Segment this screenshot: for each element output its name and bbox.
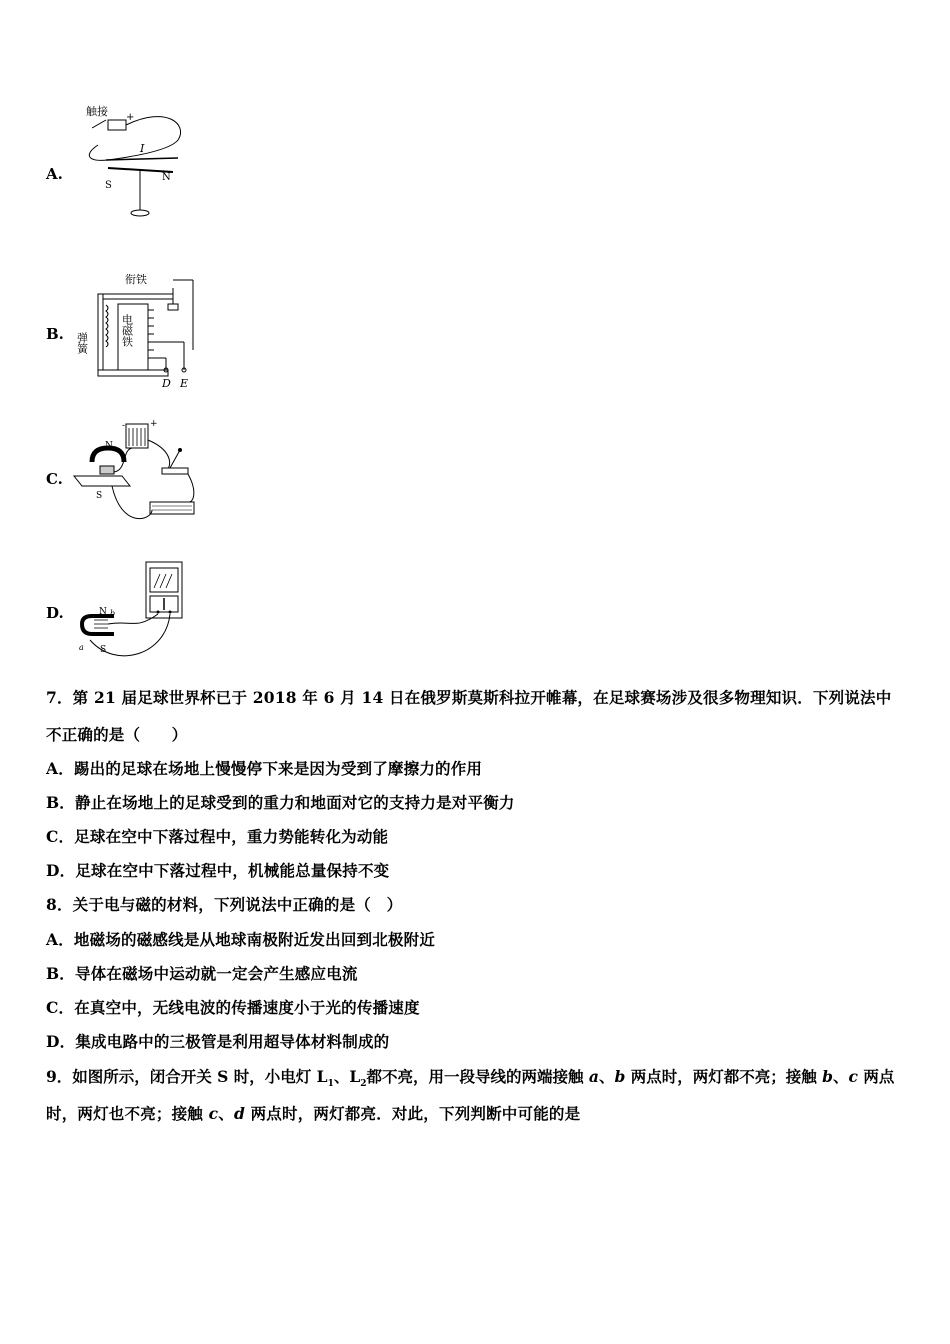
q9-text-3: 都不亮，用一段导线的两端接触 (366, 1067, 589, 1086)
q8-stem: 8．关于电与磁的材料，下列说法中正确的是（ ） (46, 895, 403, 914)
q9-text-6: 、 (832, 1067, 849, 1086)
figure-c-south-label: S (96, 491, 103, 501)
figure-b-d-label: D (162, 377, 171, 390)
figure-b-armature-label: 衔铁 (125, 273, 147, 286)
switch-icon (162, 468, 188, 474)
q9-text-10: 两点时，两灯都亮．对此，下列判断中可能的是 (245, 1104, 581, 1123)
q9-text-4: 、 (598, 1067, 615, 1086)
magnet-icon (82, 616, 114, 634)
q9-text-1: 9．如图所示，闭合开关 S 时，小电灯 L (46, 1067, 328, 1086)
figure-b-spring-label: 弹簧 (75, 332, 89, 354)
q9-text-5: 两点时，两灯都不亮；接触 (625, 1067, 823, 1086)
figure-c-plus-label: + (150, 419, 158, 429)
q9-sub-1: 1 (327, 1079, 334, 1090)
q7-option-c: C．足球在空中下落过程中，重力势能转化为动能 (46, 827, 389, 846)
option-c-label: C. (46, 470, 63, 488)
q7-option-a: A．踢出的足球在场地上慢慢停下来是因为受到了摩擦力的作用 (46, 759, 483, 778)
option-b-label: B. (46, 325, 64, 343)
figure-d-induction (76, 560, 196, 665)
figure-a-south-label: S (105, 180, 112, 191)
figure-b-electromagnet-label: 电磁铁 (120, 314, 134, 347)
figure-a-touch-label: 触接 (86, 105, 108, 118)
q7-stem-line1: 7．第 21 届足球世界杯已于 2018 年 6 月 14 日在俄罗斯莫斯科拉开帷幕，在足球赛场涉及很多物理知识．下列说法中 (46, 688, 892, 707)
stand-base-icon (131, 210, 149, 216)
q9-sub-2: 2 (360, 1079, 367, 1090)
figure-c-generator (72, 420, 202, 535)
q9-text-8: 时，两灯也不亮；接触 (46, 1104, 209, 1123)
q9-text-2: 、L (333, 1067, 361, 1086)
q9-point-a: a (588, 1067, 599, 1086)
figure-d-north-label: N (99, 607, 107, 617)
q9-point-b: b (614, 1067, 626, 1086)
figure-b-e-label: E (180, 377, 189, 390)
q7-option-d: D．足球在空中下落过程中，机械能总量保持不变 (46, 861, 390, 880)
figure-b-relay (75, 270, 198, 395)
magnet-icon (92, 448, 124, 462)
figure-c-north-label: N (105, 441, 113, 451)
q8-option-c: C．在真空中，无线电波的传播速度小于光的传播速度 (46, 998, 420, 1017)
option-d-label: D. (46, 604, 64, 622)
q9-point-d: d (233, 1104, 245, 1123)
figure-a-current-label: I (140, 142, 145, 155)
figure-a-oersted (78, 100, 198, 220)
rheostat-icon (150, 502, 194, 514)
figure-c-minus-label: - (122, 421, 126, 431)
q9-point-b2: b (822, 1067, 833, 1086)
spring-icon (106, 305, 108, 347)
q9-point-c: c (848, 1067, 858, 1086)
q8-option-d: D．集成电路中的三极管是利用超导体材料制成的 (46, 1032, 390, 1051)
q8-option-b: B．导体在磁场中运动就一定会产生感应电流 (46, 964, 358, 983)
q9-stem-line2 (46, 1102, 580, 1124)
figure-a-plus-label: + (126, 112, 135, 123)
q7-option-b: B．静止在场地上的足球受到的重力和地面对它的支持力是对平衡力 (46, 793, 515, 812)
battery-icon (108, 120, 126, 130)
q9-text-9: 、 (218, 1104, 234, 1123)
figure-a-north-label: N (162, 172, 171, 183)
figure-d-south-label: S (100, 645, 107, 655)
figure-d-a-label: a (79, 643, 84, 652)
q7-stem-line2: 不正确的是（ ） (46, 725, 188, 744)
figure-d-b-label: b (110, 609, 116, 618)
option-a-label: A. (46, 165, 63, 183)
q8-option-a: A．地磁场的磁感线是从地球南极附近发出回到北极附近 (46, 930, 436, 949)
q9-text-7: 两点 (857, 1067, 895, 1086)
q9-stem-line1 (46, 1065, 894, 1089)
q9-point-c2: c (208, 1104, 219, 1123)
